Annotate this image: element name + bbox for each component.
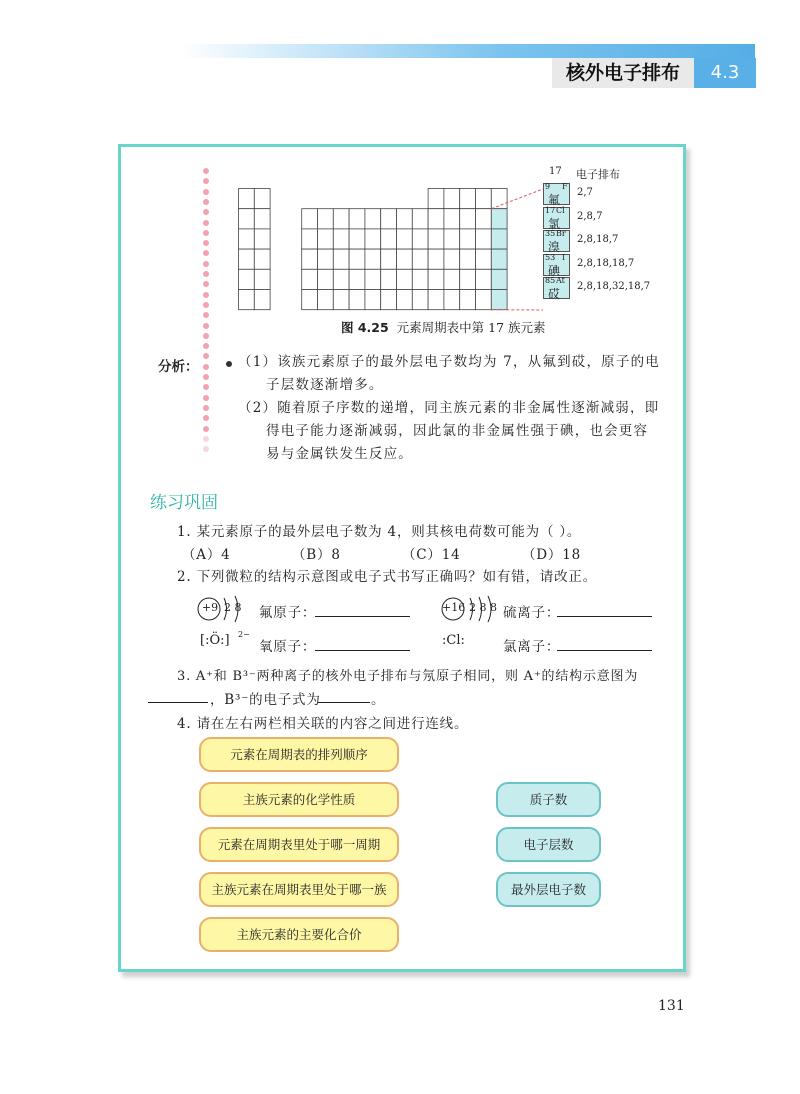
table-cell — [412, 229, 428, 249]
table-cell — [349, 249, 365, 269]
decorative-dot — [203, 199, 209, 205]
q1-option-a: （A）4 — [182, 547, 231, 563]
element-number: 85 — [545, 276, 556, 285]
table-cell — [428, 189, 444, 209]
table-cell — [460, 229, 476, 249]
sulfide-nucleus: +16 — [442, 601, 466, 614]
oxygen-charge: 2− — [238, 630, 250, 639]
decorative-dot — [203, 302, 209, 308]
table-cell — [460, 189, 476, 209]
decorative-dot — [203, 395, 209, 401]
element-name: 砹 — [548, 287, 561, 301]
element-name: 氟 — [548, 193, 561, 207]
table-cell — [349, 229, 365, 249]
table-cell — [428, 290, 444, 310]
answer-blank-b-ion[interactable] — [318, 702, 370, 703]
periodic-table-figure — [238, 188, 568, 313]
question-3-end: 。 — [371, 692, 386, 708]
header-gradient-bar — [180, 44, 755, 58]
table-cell — [349, 290, 365, 310]
table-cell — [412, 249, 428, 269]
matching-left-item[interactable]: 元素在周期表的排列顺序 — [199, 737, 399, 772]
matching-right-item[interactable]: 质子数 — [496, 782, 601, 817]
element-number: 35 — [545, 229, 556, 238]
analysis-p2-line1: （2）随着原子序数的递增，同主族元素的非金属性逐渐减弱，即 — [238, 400, 660, 416]
matching-left-item[interactable]: 主族元素在周期表里处于哪一族 — [199, 872, 399, 907]
table-cell — [365, 269, 381, 289]
decorative-dot — [203, 189, 209, 195]
table-cell — [333, 290, 349, 310]
table-cell — [428, 209, 444, 229]
caption-text: 元素周期表中第 17 族元素 — [396, 320, 546, 335]
table-cell — [397, 249, 413, 269]
table-cell — [239, 290, 255, 310]
table-cell — [397, 229, 413, 249]
config-header: 电子排布 — [576, 168, 620, 181]
matching-right-item[interactable]: 最外层电子数 — [496, 872, 601, 907]
table-cell — [365, 290, 381, 310]
element-symbol: F — [562, 182, 568, 191]
table-cell — [412, 269, 428, 289]
decorative-dot — [203, 271, 209, 277]
decorative-dot — [203, 323, 209, 329]
page-number: 131 — [658, 998, 685, 1014]
decorative-dot — [203, 436, 209, 442]
element-number: 53 — [545, 252, 556, 262]
periodic-table-grid — [238, 188, 568, 313]
fluorine-nucleus: +9 — [201, 601, 219, 614]
fluorine-shells: 2 8 — [224, 601, 242, 614]
matching-left-item[interactable]: 主族元素的主要化合价 — [199, 917, 399, 952]
element-name: 氯 — [548, 216, 561, 231]
element-name: 溴 — [548, 240, 561, 254]
table-cell — [239, 189, 255, 209]
table-cell — [318, 290, 334, 310]
q1-option-d: （D）18 — [522, 547, 582, 563]
table-cell — [302, 269, 318, 289]
decorative-dot — [203, 333, 209, 339]
table-cell — [349, 209, 365, 229]
table-cell — [460, 290, 476, 310]
electron-config: 2,8,18,18,7 — [577, 257, 635, 269]
table-cell — [302, 209, 318, 229]
table-cell — [491, 269, 507, 289]
question-2: 2. 下列微粒的结构示意图或电子式书写正确吗？如有错，请改正。 — [177, 569, 597, 585]
sulfide-shells: 2 8 8 — [469, 601, 497, 614]
table-cell — [254, 189, 270, 209]
matching-left-item[interactable]: 元素在周期表里处于哪一周期 — [199, 827, 399, 862]
table-cell — [365, 229, 381, 249]
table-cell — [428, 229, 444, 249]
table-cell — [239, 229, 255, 249]
table-cell — [444, 290, 460, 310]
table-cell — [460, 209, 476, 229]
element-name: 碘 — [548, 263, 561, 278]
table-cell — [444, 209, 460, 229]
table-cell — [397, 290, 413, 310]
table-cell — [476, 209, 492, 229]
table-cell — [381, 209, 397, 229]
table-cell — [476, 249, 492, 269]
table-cell — [444, 229, 460, 249]
table-cell — [333, 249, 349, 269]
decorative-dot — [203, 230, 209, 236]
electron-config: 2,8,18,32,18,7 — [577, 281, 651, 292]
analysis-p1-line2: 子层数逐渐增多。 — [266, 377, 384, 393]
practice-section-title: 练习巩固 — [150, 493, 218, 513]
table-cell — [254, 249, 270, 269]
answer-blank-chloride[interactable] — [557, 650, 652, 651]
table-cell — [460, 269, 476, 289]
analysis-p2-line2: 得电子能力逐渐减弱，因此氯的非金属性强于碘，也会更容 — [266, 423, 649, 439]
table-cell — [428, 249, 444, 269]
table-cell — [302, 290, 318, 310]
q1-option-c: （C）14 — [402, 547, 461, 563]
table-cell — [302, 249, 318, 269]
element-symbol: At — [556, 276, 565, 285]
table-cell — [491, 189, 507, 209]
element-number: 17 — [545, 205, 556, 215]
table-cell — [444, 269, 460, 289]
electron-config: 2,7 — [577, 187, 593, 198]
table-cell — [365, 249, 381, 269]
decorative-dot — [203, 292, 209, 298]
electron-config: 2,8,7 — [577, 210, 603, 222]
table-cell — [381, 269, 397, 289]
chloride-ion-label: 氯离子： — [503, 639, 561, 655]
table-cell — [349, 269, 365, 289]
answer-blank-fluorine[interactable] — [315, 616, 410, 617]
chlorine-electron-formula: :Cl: — [442, 633, 465, 648]
table-cell — [254, 290, 270, 310]
analysis-p2-line3: 易与金属铁发生反应。 — [266, 446, 413, 462]
answer-blank-sulfide[interactable] — [557, 616, 652, 617]
table-cell — [254, 229, 270, 249]
section-number-badge: 4.3 — [694, 58, 756, 88]
table-cell — [254, 269, 270, 289]
matching-left-item[interactable]: 主族元素的化学性质 — [199, 782, 399, 817]
decorative-dot — [203, 220, 209, 226]
table-cell — [239, 269, 255, 289]
table-cell — [491, 209, 507, 229]
table-cell — [333, 269, 349, 289]
table-cell — [476, 229, 492, 249]
table-cell — [254, 209, 270, 229]
analysis-label: 分析： — [158, 359, 199, 375]
question-4: 4. 请在左右两栏相关联的内容之间进行连线。 — [177, 716, 469, 732]
element-symbol: Br — [556, 229, 566, 238]
group-number-label: 17 — [549, 166, 562, 177]
table-cell — [381, 290, 397, 310]
table-cell — [491, 229, 507, 249]
decorative-dot — [203, 261, 209, 267]
element-symbol: Cl — [556, 205, 565, 215]
oxygen-electron-formula: [:Ö:] — [200, 633, 230, 648]
table-cell — [476, 189, 492, 209]
table-cell — [302, 229, 318, 249]
table-cell — [333, 229, 349, 249]
table-cell — [412, 290, 428, 310]
decorative-dot — [203, 405, 209, 411]
fluorine-atom-label: 氟原子： — [259, 605, 317, 621]
figure-caption — [341, 318, 546, 336]
table-cell — [412, 209, 428, 229]
decorative-dot — [203, 374, 209, 380]
table-cell — [491, 249, 507, 269]
table-cell — [444, 189, 460, 209]
caption-number: 图 4.25 — [341, 320, 389, 335]
element-number: 9 — [545, 182, 551, 191]
table-cell — [318, 269, 334, 289]
table-cell — [381, 249, 397, 269]
answer-blank-a-ion[interactable] — [148, 702, 208, 703]
table-cell — [460, 249, 476, 269]
table-cell — [476, 290, 492, 310]
table-cell — [476, 269, 492, 289]
sulfide-ion-label: 硫离子： — [503, 605, 561, 621]
table-cell — [318, 229, 334, 249]
analysis-p1-line1: （1）该族元素原子的最外层电子数均为 7，从氟到砹，原子的电 — [238, 354, 660, 370]
bullet-dot — [226, 361, 232, 367]
question-1: 1. 某元素原子的最外层电子数为 4，则其核电荷数可能为（ ）。 — [177, 524, 582, 540]
electron-config: 2,8,18,7 — [577, 234, 619, 245]
decorative-dot — [203, 364, 209, 370]
table-cell — [318, 249, 334, 269]
table-cell — [381, 229, 397, 249]
table-cell — [397, 269, 413, 289]
decorative-dot — [203, 168, 209, 174]
q1-option-b: （B）8 — [292, 547, 341, 563]
table-cell — [239, 209, 255, 229]
table-cell — [318, 209, 334, 229]
oxygen-atom-label: 氧原子： — [259, 639, 317, 655]
table-cell — [239, 249, 255, 269]
table-cell — [365, 209, 381, 229]
matching-right-item[interactable]: 电子层数 — [496, 827, 601, 862]
question-3-line2: ，B³⁻的电子式为 — [210, 692, 321, 708]
table-cell — [333, 209, 349, 229]
table-cell — [397, 209, 413, 229]
question-3-line1: 3. A⁺和 B³⁻两种离子的核外电子排布与氖原子相同，则 A⁺的结构示意图为 — [177, 669, 639, 684]
element-symbol: I — [562, 252, 566, 262]
table-cell — [428, 269, 444, 289]
chapter-title: 核外电子排布 — [552, 58, 694, 88]
table-cell — [444, 249, 460, 269]
table-cell — [491, 290, 507, 310]
decorative-dot — [203, 426, 209, 432]
answer-blank-oxygen[interactable] — [315, 650, 410, 651]
